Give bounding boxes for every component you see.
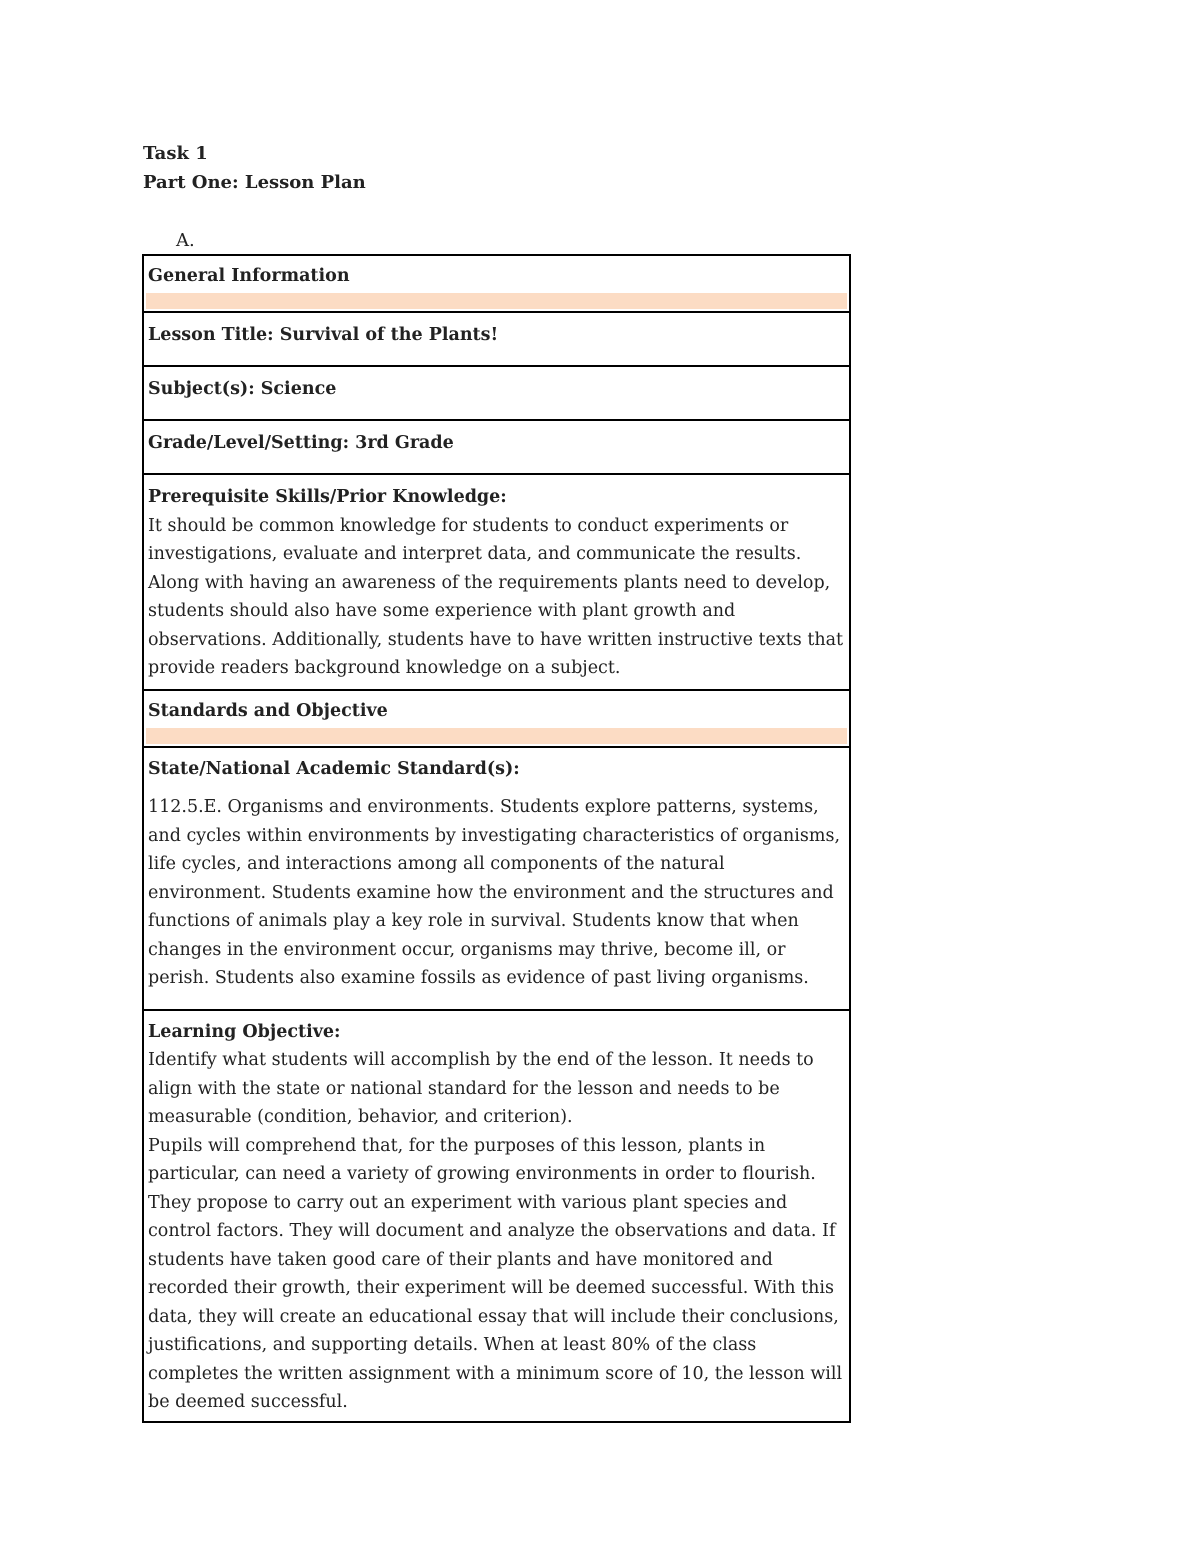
lesson-title: Lesson Title: Survival of the Plants! <box>148 325 499 345</box>
lesson-title-row <box>144 313 849 367</box>
part-title: Part One: Lesson Plan <box>143 172 366 193</box>
learning-objective-instructions: Identify what students will accomplish by the end of the lesson. It needs to align with the state or national standard for the lesson and needs to be measurable (condition, behavior, and criterion). <box>148 1050 814 1127</box>
header-band <box>146 695 847 744</box>
standards-objective-header-row <box>144 691 849 748</box>
prerequisite-skills-row <box>144 475 849 691</box>
header-band <box>146 260 847 309</box>
general-information-header-row <box>144 256 849 313</box>
prerequisite-skills-body: It should be common knowledge for students to conduct experiments or investigations, evaluate and interpret data, and communicate the results. Along with having an awareness of the requirements plants need to develop, students should also have some experience with plant growth and observations. Additionally, students have to have written instructive texts that provide readers background knowledge on a subject. <box>148 515 844 678</box>
learning-objective-label: Learning Objective: <box>148 1021 341 1042</box>
lesson-plan-table <box>142 254 851 1423</box>
standards-objective-header: Standards and Objective <box>146 695 847 728</box>
academic-standard-label: State/National Academic Standard(s): <box>148 758 520 779</box>
academic-standard-body: 112.5.E. Organisms and environments. Students explore patterns, systems, and cycles within environments by investigating characteristics of organisms, life cycles, and interactions among all components of the natural environment. Students examine how the environment and the structures and functions of animals play a key role in survival. Students know that when changes in the environment occur, organisms may thrive, become ill, or perish. Students also examine fossils as evidence of past living organisms. <box>148 797 841 988</box>
general-information-header: General Information <box>146 260 847 293</box>
section-letter: A. <box>176 230 195 251</box>
grade-level-setting: Grade/Level/Setting: 3rd Grade <box>148 433 454 453</box>
task-title: Task 1 <box>143 143 208 164</box>
grade-level-row <box>144 421 849 475</box>
learning-objective-row <box>144 1011 849 1421</box>
learning-objective-body: Pupils will comprehend that, for the purposes of this lesson, plants in particular, can need a variety of growing environments in order to flourish. They propose to carry out an experiment with various plant species and control factors. They will document and analyze the observations and data. If students have taken good care of their plants and have monitored and recorded their growth, their experiment will be deemed successful. With this data, they will create an educational essay that will include their conclusions, justifications, and supporting details. When at least 80% of the class completes the written assignment with a minimum score of 10, the lesson will be deemed successful. <box>148 1135 843 1412</box>
subjects-row <box>144 367 849 421</box>
prerequisite-skills-label: Prerequisite Skills/Prior Knowledge: <box>148 487 507 507</box>
academic-standard-row <box>144 748 849 1011</box>
subjects: Subject(s): Science <box>148 379 337 399</box>
